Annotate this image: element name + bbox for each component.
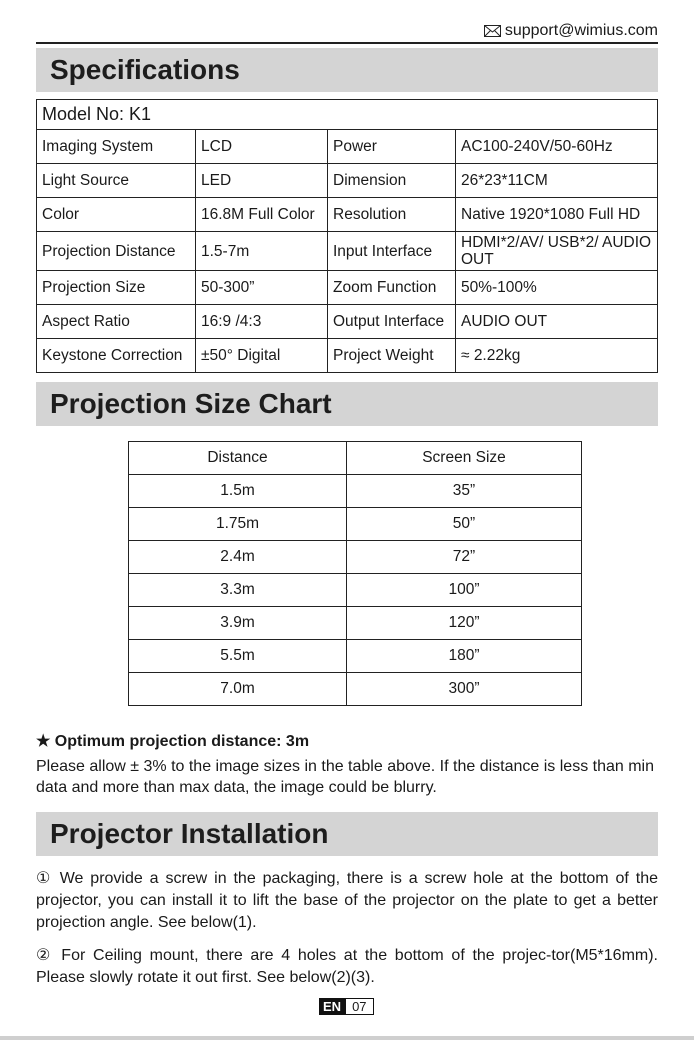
spec-label: Light Source	[37, 164, 196, 198]
chart-row	[129, 508, 582, 541]
screen-size-cell: 100”	[347, 574, 582, 607]
screen-size-cell: 120”	[347, 607, 582, 640]
spec-label: Project Weight	[328, 339, 456, 373]
distance-cell: 2.4m	[129, 541, 347, 574]
screen-size-cell: 180”	[347, 640, 582, 673]
header-divider	[36, 42, 658, 44]
spec-label: Dimension	[328, 164, 456, 198]
distance-cell: 1.75m	[129, 508, 347, 541]
spec-value: LED	[196, 164, 328, 198]
bottom-divider	[0, 1036, 694, 1040]
spec-value: HDMI*2/AV/ USB*2/ AUDIO OUT	[456, 232, 658, 271]
spec-label: Imaging System	[37, 130, 196, 164]
chart-row	[129, 640, 582, 673]
spec-label: Projection Size	[37, 271, 196, 305]
specifications-table	[36, 99, 658, 373]
email-text: support@wimius.com	[504, 22, 658, 39]
screen-size-cell: 300”	[347, 673, 582, 706]
spec-value: 1.5-7m	[196, 232, 328, 271]
model-number: Model No: K1	[37, 100, 658, 130]
spec-value: LCD	[196, 130, 328, 164]
spec-value: ±50° Digital	[196, 339, 328, 373]
screen-size-header: Screen Size	[347, 442, 582, 475]
distance-header: Distance	[129, 442, 347, 475]
language-badge: EN	[319, 998, 345, 1015]
support-email[interactable]	[484, 22, 658, 40]
screen-size-cell: 35”	[347, 475, 582, 508]
spec-row	[37, 130, 658, 164]
tolerance-note: Please allow ± 3% to the image sizes in the table above. If the distance is less than min data and more than max data, the image could be blurry.	[36, 758, 655, 796]
screen-size-cell: 50”	[347, 508, 582, 541]
specifications-heading: Specifications	[36, 48, 658, 92]
chart-row	[129, 574, 582, 607]
spec-label: Zoom Function	[328, 271, 456, 305]
size-chart-heading: Projection Size Chart	[36, 382, 658, 426]
installation-heading: Projector Installation	[36, 812, 658, 856]
spec-label: Projection Distance	[37, 232, 196, 271]
spec-row	[37, 198, 658, 232]
envelope-icon	[484, 25, 501, 37]
distance-cell: 3.3m	[129, 574, 347, 607]
distance-cell: 5.5m	[129, 640, 347, 673]
model-row	[37, 100, 658, 130]
spec-value: 50-300”	[196, 271, 328, 305]
spec-row	[37, 271, 658, 305]
spec-value: ≈ 2.22kg	[456, 339, 658, 373]
spec-value: AUDIO OUT	[456, 305, 658, 339]
spec-label: Power	[328, 130, 456, 164]
spec-row	[37, 164, 658, 198]
chart-header-row	[129, 442, 582, 475]
chart-row	[129, 673, 582, 706]
spec-value: AC100-240V/50-60Hz	[456, 130, 658, 164]
spec-row	[37, 305, 658, 339]
spec-label: Output Interface	[328, 305, 456, 339]
distance-cell: 3.9m	[129, 607, 347, 640]
spec-value: 26*23*11CM	[456, 164, 658, 198]
chart-row	[129, 475, 582, 508]
spec-row	[37, 232, 658, 271]
installation-step-2: ② For Ceiling mount, there are 4 holes at the bottom of the projec-tor(M5*16mm). Please slowly rotate it out first. See below(2)(3).	[36, 947, 658, 986]
page-number: 07	[345, 998, 373, 1015]
spec-value: Native 1920*1080 Full HD	[456, 198, 658, 232]
spec-row	[37, 339, 658, 373]
spec-label: Input Interface	[328, 232, 456, 271]
projection-size-table	[128, 441, 582, 706]
optimum-distance-note: ★ Optimum projection distance: 3m	[36, 733, 310, 750]
spec-value: 50%-100%	[456, 271, 658, 305]
spec-label: Keystone Correction	[37, 339, 196, 373]
page-footer	[319, 998, 374, 1015]
chart-row	[129, 541, 582, 574]
installation-step-1: ① We provide a screw in the packaging, there is a screw hole at the bottom of the projector, you can install it to lift the base of the projector on the plate to get a better projection angle. See below(1).	[36, 870, 658, 931]
spec-value: 16.8M Full Color	[196, 198, 328, 232]
spec-label: Resolution	[328, 198, 456, 232]
spec-label: Aspect Ratio	[37, 305, 196, 339]
distance-cell: 7.0m	[129, 673, 347, 706]
screen-size-cell: 72”	[347, 541, 582, 574]
spec-value: 16:9 /4:3	[196, 305, 328, 339]
distance-cell: 1.5m	[129, 475, 347, 508]
spec-label: Color	[37, 198, 196, 232]
chart-row	[129, 607, 582, 640]
